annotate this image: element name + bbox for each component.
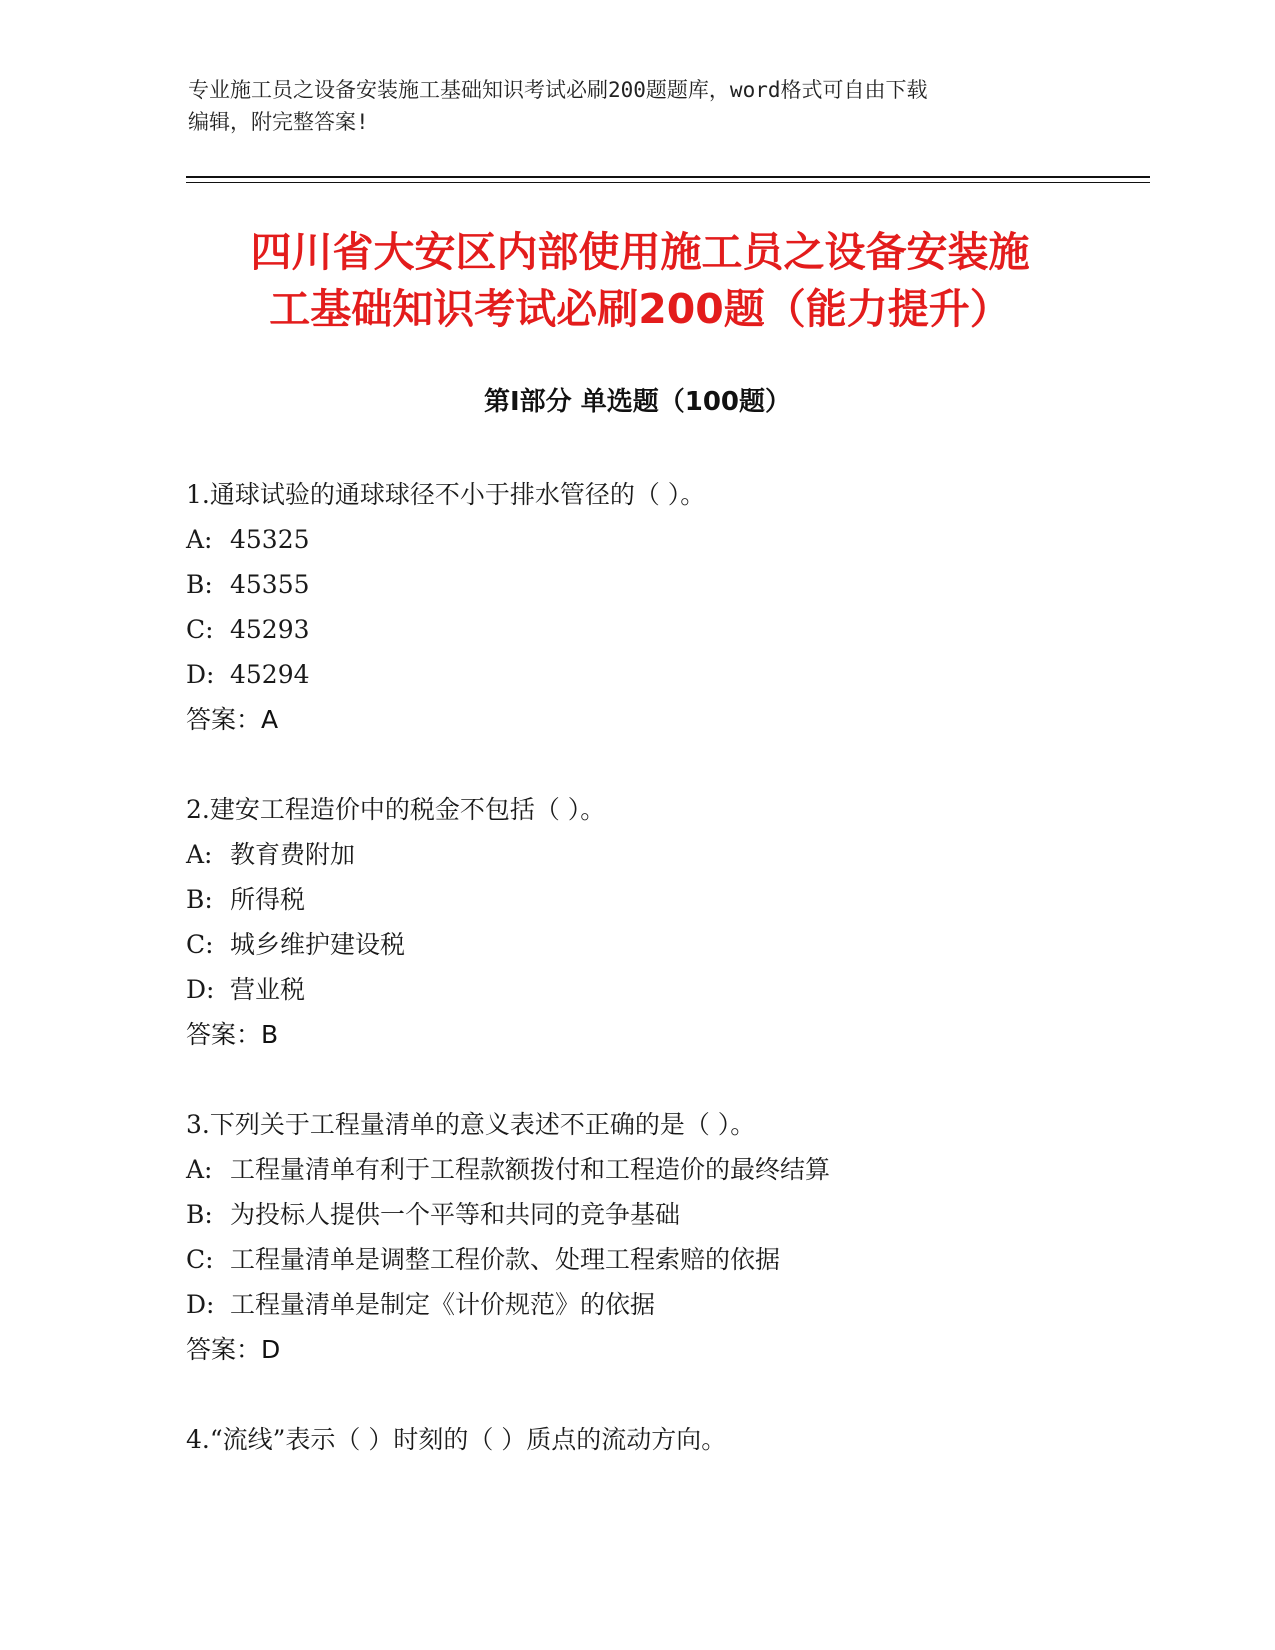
header-divider-thin xyxy=(186,182,1150,183)
option-text: 营业税 xyxy=(230,975,306,1004)
option-text: 45355 xyxy=(230,570,310,599)
question-stem: 3.下列关于工程量清单的意义表述不正确的是（ ）。 xyxy=(186,1110,756,1139)
option-key: B: xyxy=(186,570,213,599)
question-stem: 1.通球试验的通球球径不小于排水管径的（ ）。 xyxy=(186,480,706,509)
option-c xyxy=(186,922,1146,967)
option-key: A: xyxy=(186,840,213,869)
option-d xyxy=(186,1282,1146,1327)
option-d xyxy=(186,652,1146,697)
document-title-line-1: 四川省大安区内部使用施工员之设备安装施 xyxy=(250,228,1030,276)
option-text: 工程量清单是制定《计价规范》的依据 xyxy=(230,1290,656,1319)
option-text: 城乡维护建设税 xyxy=(230,930,406,959)
question-2 xyxy=(186,787,1146,1057)
question-3 xyxy=(186,1102,1146,1372)
option-a xyxy=(186,517,1146,562)
option-key: D: xyxy=(186,975,215,1004)
option-text: 45294 xyxy=(230,660,310,689)
answer-line: 答案：A xyxy=(186,705,279,734)
question-list xyxy=(186,472,1146,1507)
option-text: 为投标人提供一个平等和共同的竞争基础 xyxy=(230,1200,681,1229)
option-key: A: xyxy=(186,525,213,554)
question-4 xyxy=(186,1417,1146,1462)
question-1 xyxy=(186,472,1146,742)
document-title xyxy=(190,224,1090,338)
header-note-line-1: 专业施工员之设备安装施工基础知识考试必刷200题题库，word格式可自由下载 xyxy=(188,78,928,102)
document-title-line-2: 工基础知识考试必刷200题（能力提升） xyxy=(269,285,1011,333)
option-text: 工程量清单是调整工程价款、处理工程索赔的依据 xyxy=(230,1245,781,1274)
option-key: A: xyxy=(186,1155,213,1184)
question-stem: 2.建安工程造价中的税金不包括（ ）。 xyxy=(186,795,606,824)
option-c xyxy=(186,1237,1146,1282)
option-a xyxy=(186,1147,1146,1192)
header-note xyxy=(188,74,1088,138)
header-note-line-2: 编辑，附完整答案! xyxy=(188,110,369,134)
option-key: C: xyxy=(186,615,214,644)
option-b xyxy=(186,1192,1146,1237)
option-c xyxy=(186,607,1146,652)
answer-line: 答案：D xyxy=(186,1335,281,1364)
option-text: 工程量清单有利于工程款额拨付和工程造价的最终结算 xyxy=(230,1155,831,1184)
option-a xyxy=(186,832,1146,877)
option-key: D: xyxy=(186,660,215,689)
option-key: C: xyxy=(186,930,214,959)
option-text: 45325 xyxy=(230,525,310,554)
option-key: D: xyxy=(186,1290,215,1319)
option-text: 教育费附加 xyxy=(230,840,356,869)
option-key: B: xyxy=(186,1200,213,1229)
option-key: B: xyxy=(186,885,213,914)
question-stem: 4.“流线”表示（ ）时刻的（ ）质点的流动方向。 xyxy=(186,1425,727,1454)
option-d xyxy=(186,967,1146,1012)
option-text: 所得税 xyxy=(230,885,306,914)
option-b xyxy=(186,877,1146,922)
option-text: 45293 xyxy=(230,615,310,644)
option-key: C: xyxy=(186,1245,214,1274)
option-b xyxy=(186,562,1146,607)
answer-line: 答案：B xyxy=(186,1020,279,1049)
header-divider-thick xyxy=(186,176,1150,178)
section-heading: 第Ⅰ部分 单选题（100题） xyxy=(484,387,791,417)
